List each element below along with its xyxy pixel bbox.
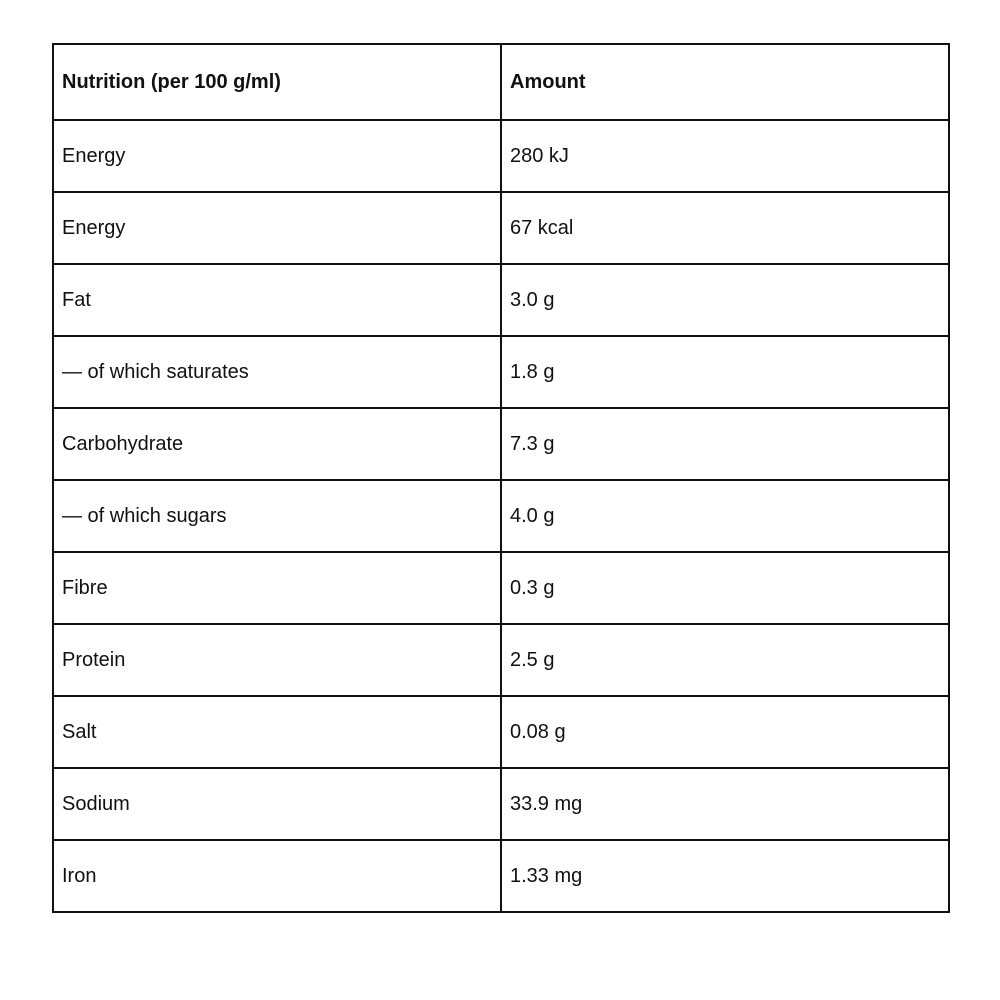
nutrient-cell: Sodium xyxy=(53,768,501,840)
table-row xyxy=(53,120,949,192)
nutrient-cell: Fibre xyxy=(53,552,501,624)
amount-cell: 3.0 g xyxy=(501,264,949,336)
nutrient-cell: Iron xyxy=(53,840,501,912)
amount-cell: 67 kcal xyxy=(501,192,949,264)
amount-cell: 33.9 mg xyxy=(501,768,949,840)
nutrient-cell: — of which sugars xyxy=(53,480,501,552)
table-row xyxy=(53,552,949,624)
header-nutrient: Nutrition (per 100 g/ml) xyxy=(53,44,501,120)
amount-cell: 1.8 g xyxy=(501,336,949,408)
table-row xyxy=(53,192,949,264)
amount-cell: 7.3 g xyxy=(501,408,949,480)
amount-cell: 0.08 g xyxy=(501,696,949,768)
nutrition-table-container xyxy=(52,43,948,913)
amount-cell: 1.33 mg xyxy=(501,840,949,912)
nutrient-cell: Carbohydrate xyxy=(53,408,501,480)
nutrient-cell: Energy xyxy=(53,192,501,264)
table-row xyxy=(53,624,949,696)
amount-cell: 0.3 g xyxy=(501,552,949,624)
amount-cell: 2.5 g xyxy=(501,624,949,696)
nutrient-cell: Fat xyxy=(53,264,501,336)
amount-cell: 4.0 g xyxy=(501,480,949,552)
nutrition-table xyxy=(52,43,950,913)
table-row xyxy=(53,336,949,408)
table-header xyxy=(53,44,949,120)
amount-cell: 280 kJ xyxy=(501,120,949,192)
table-row xyxy=(53,264,949,336)
header-row xyxy=(53,44,949,120)
table-row xyxy=(53,768,949,840)
table-row xyxy=(53,480,949,552)
table-body xyxy=(53,120,949,912)
header-amount: Amount xyxy=(501,44,949,120)
table-row xyxy=(53,840,949,912)
nutrient-cell: Protein xyxy=(53,624,501,696)
nutrient-cell: — of which saturates xyxy=(53,336,501,408)
nutrient-cell: Salt xyxy=(53,696,501,768)
table-row xyxy=(53,696,949,768)
nutrient-cell: Energy xyxy=(53,120,501,192)
table-row xyxy=(53,408,949,480)
